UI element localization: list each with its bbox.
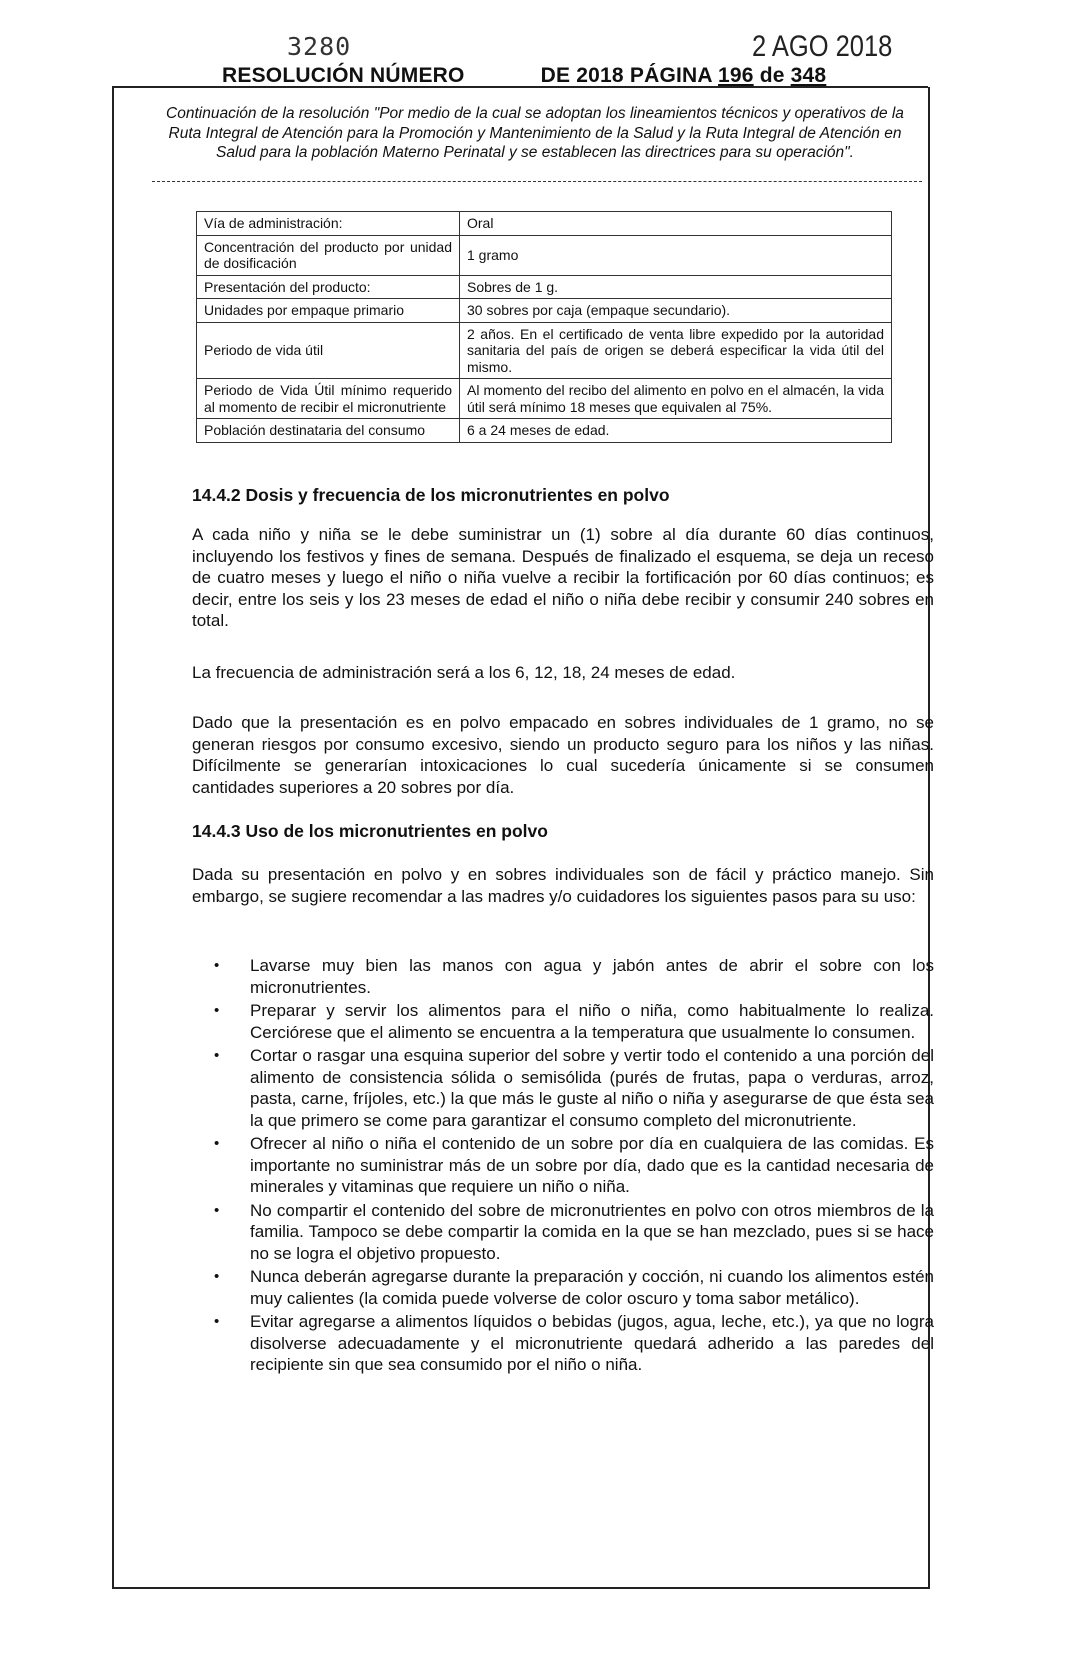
spec-label: Periodo de vida útil: [197, 322, 460, 379]
frequency-paragraph: La frecuencia de administración será a los 6, 12, 18, 24 meses de edad.: [192, 663, 736, 682]
spec-value: Oral: [460, 212, 892, 236]
bullet-icon: •: [214, 1201, 220, 1219]
spec-row: [197, 235, 892, 275]
bullet-icon: •: [214, 957, 220, 974]
spec-label: Población destinataria del consumo: [197, 419, 460, 443]
usage-intro-paragraph: Dada su presentación en polvo y en sobres individuales son de fácil y práctico manejo. Sin embargo, se sugiere recomendar a las madres y/o cuidadores los siguientes pasos para su uso:: [192, 865, 934, 906]
spec-label: Concentración del producto por unidad de dosificación: [197, 235, 460, 275]
usage-steps-list: [192, 955, 934, 1378]
spec-value: 2 años. En el certificado de venta libre expedido por la autoridad sanitaria del país de origen se deberá especificar la vida útil del mismo.: [460, 322, 892, 379]
resolution-header-line: [222, 64, 826, 88]
page-number: 196: [718, 64, 754, 87]
bullet-icon: •: [214, 1313, 220, 1330]
resolution-stamp-number: 3280: [287, 32, 352, 61]
spec-value: 30 sobres por caja (empaque secundario).: [460, 299, 892, 323]
safety-paragraph: Dado que la presentación es en polvo empacado en sobres individuales de 1 gramo, no se generan riesgos por consumo excesivo, siendo un producto seguro para los niños y las niñas. Difícilmente se generarían intoxicaciones lo cual sucedería únicamente si se consumen cantidades superiores a 20 sobres por día.: [192, 713, 934, 797]
stamp-date: 2 AGO 2018: [752, 30, 893, 63]
spec-value: 1 gramo: [460, 235, 892, 275]
resolution-year: 2018: [576, 64, 624, 87]
bullet-icon: •: [214, 1135, 220, 1152]
usage-step: [192, 1266, 934, 1309]
page-total: 348: [790, 64, 827, 87]
usage-step-text: Evitar agregarse a alimentos líquidos o bebidas (jugos, agua, leche, etc.), ya que no logra disolverse adecuadamente y el micronutriente quedará adherido a las paredes del recipiente sin que sea consumido por el niño o niña.: [250, 1312, 934, 1374]
usage-step-text: No compartir el contenido del sobre de micronutrientes en polvo con otros miembros de la familia. Tampoco se debe compartir la comida en la que se han mezclado, pues si se hace no se logra el objetivo propuesto.: [250, 1200, 934, 1263]
usage-step-text: Ofrecer al niño o niña el contenido de un sobre por día en cualquiera de las comidas. Es importante no suministrar más de un sobre por día, dado que es la cantidad necesaria de minerales y vitaminas que requiere un niño o niña.: [250, 1134, 934, 1196]
product-spec-table: [196, 211, 892, 443]
page-label: PÁGINA: [629, 64, 712, 87]
usage-step: [192, 1311, 934, 1376]
spec-value: Al momento del recibo del alimento en polvo en el almacén, la vida útil será mínimo 18 meses que equivalen al 75%.: [460, 379, 892, 419]
bullet-icon: •: [214, 1002, 220, 1019]
spec-row: [197, 299, 892, 323]
spec-label: Presentación del producto:: [197, 275, 460, 299]
spec-row: [197, 322, 892, 379]
spec-label: Unidades por empaque primario: [197, 299, 460, 323]
resolution-label: RESOLUCIÓN NÚMERO: [222, 64, 465, 87]
of-label: de: [759, 64, 785, 87]
spec-row: [197, 212, 892, 236]
de-label: DE: [540, 64, 571, 87]
usage-step: [192, 1200, 934, 1265]
spec-row: [197, 275, 892, 299]
usage-step: [192, 1000, 934, 1043]
page-header: [112, 30, 928, 90]
section-14-4-2-title: 14.4.2 Dosis y frecuencia de los micronutrientes en polvo: [192, 485, 670, 505]
continuation-note: Continuación de la resolución "Por medio de la cual se adoptan los lineamientos técnicos y operativos de la Ruta Integral de Atención para la Promoción y Mantenimiento de la Salud y la Ruta Integral de Atención en Salud para la población Materno Perinatal y se establecen las directrices para su operación".: [166, 105, 904, 161]
spec-row: [197, 419, 892, 443]
usage-step-text: Preparar y servir los alimentos para el niño o niña, como habitualmente lo realiza. Cerciórese que el alimento se encuentra a la temperatura que usualmente lo consumen.: [250, 1001, 934, 1042]
usage-step-text: Cortar o rasgar una esquina superior del sobre y vertir todo el contenido a una porción del alimento de consistencia sólida o semisólida (purés de frutas, papa o verduras, arroz, pasta, carne, fríjoles, etc.) la que más le guste al niño o niña y asegurarse de que ésta sea la que primero se come para garantizar el consumo completo del micronutriente.: [250, 1046, 934, 1130]
bullet-icon: •: [214, 1268, 220, 1285]
header-rule: [112, 86, 928, 88]
spec-label: Vía de administración:: [197, 212, 460, 236]
usage-step-text: Nunca deberán agregarse durante la preparación y cocción, ni cuando los alimentos estén muy calientes (la comida puede volverse de color oscuro y toma sabor metálico).: [250, 1267, 934, 1308]
usage-step-text: Lavarse muy bien las manos con agua y jabón antes de abrir el sobre con los micronutrientes.: [250, 956, 934, 997]
spec-row: [197, 379, 892, 419]
usage-step: [192, 1045, 934, 1131]
usage-step: [192, 955, 934, 998]
spec-label: Periodo de Vida Útil mínimo requerido al momento de recibir el micronutriente: [197, 379, 460, 419]
dashed-separator: [152, 181, 922, 182]
spec-value: 6 a 24 meses de edad.: [460, 419, 892, 443]
usage-step: [192, 1133, 934, 1198]
spec-value: Sobres de 1 g.: [460, 275, 892, 299]
bullet-icon: •: [214, 1047, 220, 1064]
section-14-4-3-title: 14.4.3 Uso de los micronutrientes en polvo: [192, 821, 548, 841]
dose-paragraph: A cada niño y niña se le debe suministrar un (1) sobre al día durante 60 días continuos, incluyendo los festivos y fines de semana. Después de finalizado el esquema, se deja un receso de cuatro meses y luego el niño o niña vuelve a recibir la fortificación por 60 días continuos; es decir, entre los seis y los 23 meses de edad el niño o niña debe recibir y consumir 240 sobres en total.: [192, 525, 934, 630]
